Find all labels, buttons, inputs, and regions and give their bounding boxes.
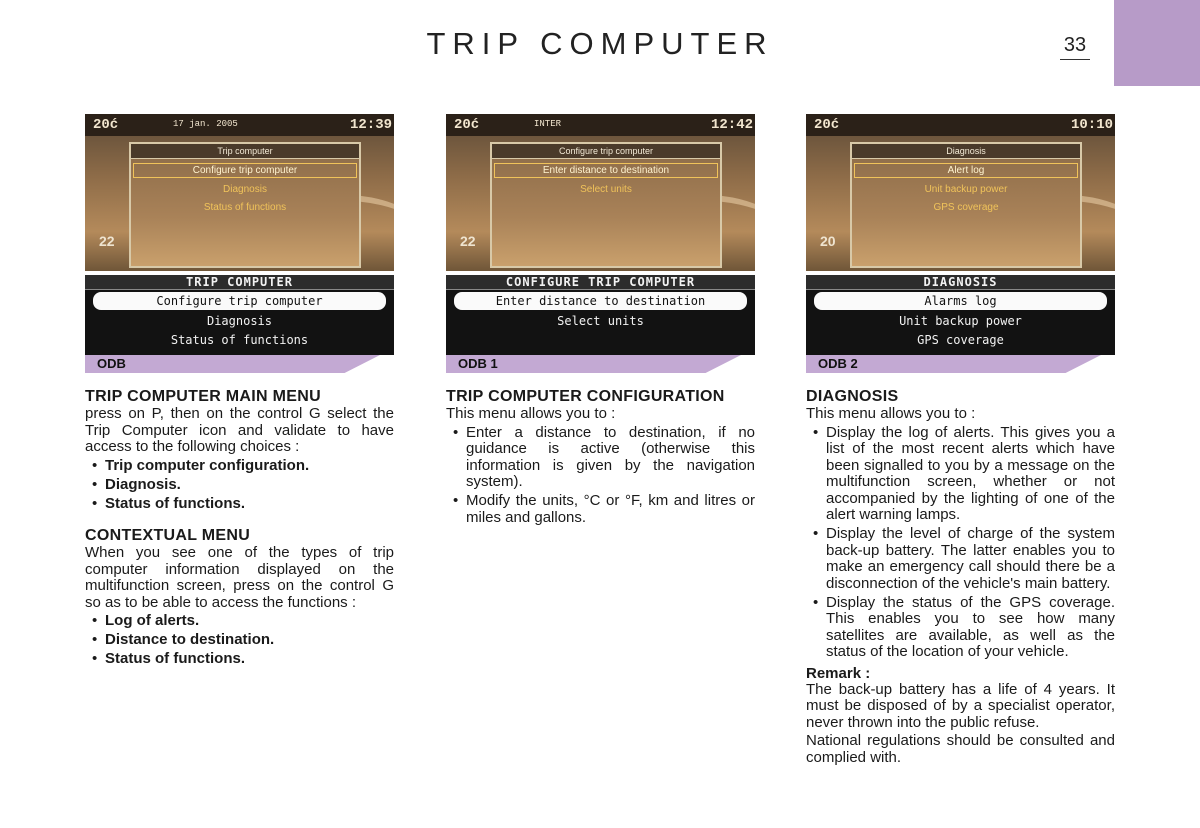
screen-menu-window (129, 142, 361, 268)
section-heading: TRIP COMPUTER CONFIGURATION (446, 388, 725, 405)
section-heading: TRIP COMPUTER MAIN MENU (85, 388, 321, 405)
bullet-item: • Distance to destination. (85, 632, 394, 649)
screen-menu-window (490, 142, 722, 268)
bullet-list (446, 425, 755, 527)
bullet-item: • Enter a distance to destination, if no guidance is active (otherwise this information is given by the navigation system). (446, 425, 755, 491)
section-diagnosis (806, 387, 1115, 766)
section-intro: This menu allows you to : (806, 405, 976, 422)
corner-tab (1114, 0, 1200, 86)
bullet-list (806, 425, 1115, 661)
screen-time: 12:39 (349, 117, 392, 133)
bullet-list (85, 458, 394, 513)
remark-label: Remark : (806, 664, 871, 682)
section-contextual-menu (85, 526, 394, 668)
bullet-list (85, 613, 394, 668)
section-intro: This menu allows you to : (446, 405, 616, 422)
bullet-item: • Status of functions. (85, 651, 394, 668)
screen-status-bar (85, 114, 394, 136)
screen-status-bar (446, 114, 755, 136)
lcd-display (85, 275, 394, 355)
screen-photo (806, 114, 1115, 271)
screen-date: 17 jan. 2005 (173, 119, 238, 129)
lcd-title: TRIP COMPUTER (85, 275, 394, 290)
lcd-item: Alarms log (814, 292, 1107, 310)
screen-menu-title: Trip computer (131, 144, 359, 159)
lcd-item: Diagnosis (206, 314, 273, 328)
bullet-item: • Trip computer configuration. (85, 458, 394, 475)
page-title: TRIP COMPUTER (426, 26, 774, 61)
lcd-title: CONFIGURE TRIP COMPUTER (446, 275, 755, 290)
column-diagnosis (806, 114, 1115, 766)
section-heading: CONTEXTUAL MENU (85, 527, 251, 544)
screen-menu-item: Configure trip computer (133, 163, 357, 178)
lcd-item: Select units (557, 314, 644, 328)
screen-status-bar (806, 114, 1115, 136)
figure-tag (446, 355, 755, 373)
screen-menu-item: Status of functions (203, 202, 287, 213)
figure-tag-label: ODB 1 (458, 356, 498, 371)
figure-tag (806, 355, 1115, 373)
figure-tag-label: ODB 2 (818, 356, 858, 371)
screen-side-value: 22 (99, 233, 115, 249)
screen-side-value: 20 (820, 233, 836, 249)
section-heading: DIAGNOSIS (806, 388, 899, 405)
bullet-item: • Status of functions. (85, 496, 394, 513)
screen-menu-item: Alert log (854, 163, 1078, 178)
figure-tag (85, 355, 394, 373)
screen-temp: 20ć (93, 117, 119, 133)
screen-menu-item: Diagnosis (223, 184, 267, 195)
screen-side-value: 22 (460, 233, 476, 249)
bullet-item: • Diagnosis. (85, 477, 394, 494)
lcd-item: Status of functions (170, 333, 309, 347)
screen-date: INTER (534, 119, 562, 129)
section-intro: When you see one of the types of trip computer information displayed on the multifunction screen, press on the control G so as to be able to access the functions : (85, 544, 394, 611)
column-configuration (446, 114, 755, 529)
lcd-item: GPS coverage (917, 333, 1004, 347)
screen-temp: 20ć (814, 117, 840, 133)
screen-photo (446, 114, 755, 271)
lcd-display (806, 275, 1115, 355)
lcd-item: Enter distance to destination (454, 292, 747, 310)
screen-menu-window (850, 142, 1082, 268)
bullet-item: • Display the log of alerts. This gives you a list of the most recent alerts which have been signalled to you by a message on the multifunction screen, whether or not accompanied by the lighting of one of the alert warning lamps. (806, 425, 1115, 524)
bullet-item: • Modify the units, °C or °F, km and litres or miles and gallons. (446, 493, 755, 526)
screen-temp: 20ć (454, 117, 480, 133)
screen-photo (85, 114, 394, 271)
section-configuration (446, 387, 755, 526)
bullet-item: • Display the status of the GPS coverage. This enables you to see how many satellites are available, as well as the status of the location of your vehicle. (806, 595, 1115, 661)
bullet-item: • Log of alerts. (85, 613, 394, 630)
bullet-item: • Display the level of charge of the system back-up battery. The latter enables you to make an emergency call should there be a disconnection of the vehicle's main battery. (806, 526, 1115, 592)
lcd-title: DIAGNOSIS (806, 275, 1115, 290)
screen-menu-title: Diagnosis (852, 144, 1080, 159)
screen-menu-item: Enter distance to destination (494, 163, 718, 178)
figure-tag-label: ODB (97, 356, 126, 371)
remark-text: The back-up battery has a life of 4 years. It must be disposed of by a specialist operator, never thrown into the public refuse. (806, 680, 1115, 731)
lcd-display (446, 275, 755, 355)
section-intro: press on P, then on the control G select the Trip Computer icon and validate to have access to the following choices : (85, 405, 394, 455)
screen-menu-item: GPS coverage (933, 202, 999, 213)
remark-text: National regulations should be consulted and complied with. (806, 732, 1115, 766)
screen-menu-item: Select units (580, 184, 632, 195)
section-main-menu (85, 387, 394, 512)
screen-time: 12:42 (710, 117, 753, 133)
page-number: 33 (1060, 34, 1090, 60)
screen-menu-title: Configure trip computer (492, 144, 720, 159)
lcd-item: Unit backup power (899, 314, 1022, 328)
screen-time: 10:10 (1070, 117, 1113, 133)
column-trip-computer-menu (85, 114, 394, 670)
figure-tag-band (85, 355, 380, 373)
lcd-item: Configure trip computer (93, 292, 386, 310)
screen-menu-item: Unit backup power (924, 184, 1008, 195)
